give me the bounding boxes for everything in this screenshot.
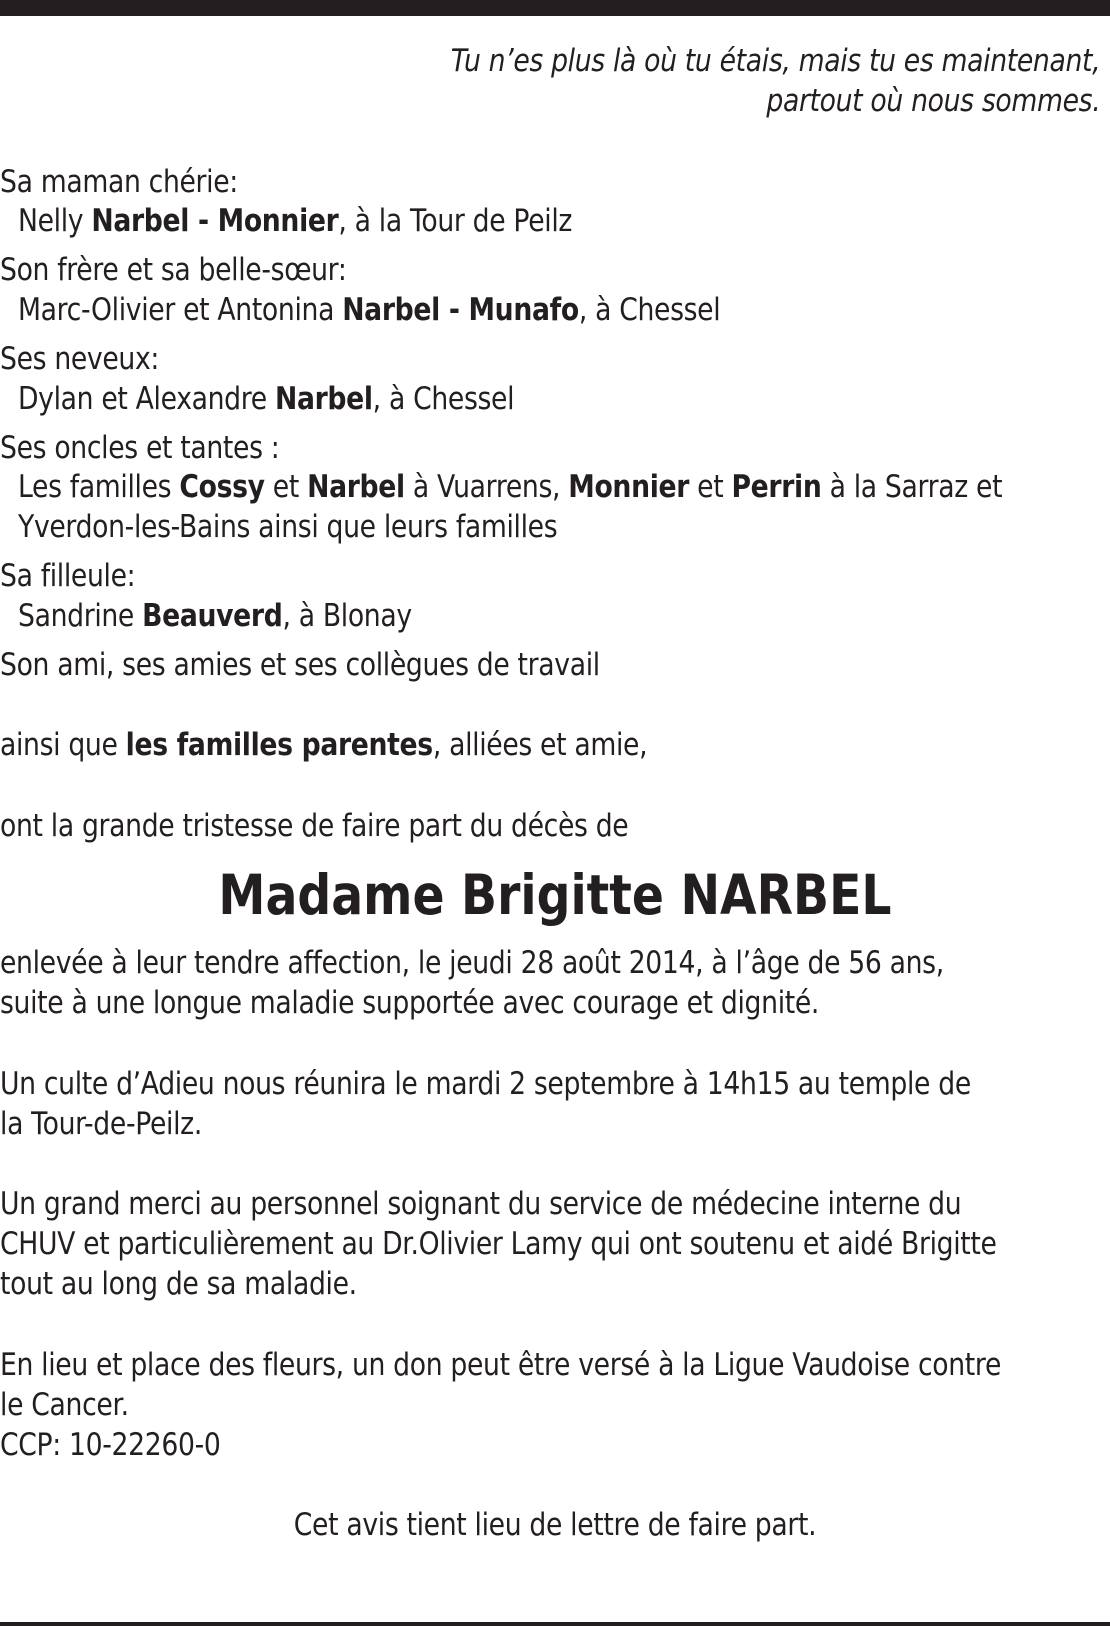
aunts-text-4: et (689, 469, 732, 505)
epigraph-line-2: partout où nous sommes. (766, 83, 1100, 119)
friends-line: Son ami, ses amies et ses collègues de travail (0, 647, 600, 683)
aunts-text-2: et (264, 469, 308, 505)
mother-name: Narbel - Monnier (91, 203, 339, 239)
nephews-name: Narbel (274, 381, 373, 417)
ceremony-line-2: la Tour-de-Peilz. (0, 1106, 202, 1142)
aunts-name-narbel: Narbel (307, 469, 405, 505)
ceremony-line-1: Un culte d’Adieu nous réunira le mardi 2 septembre à 14h15 au temple de (0, 1066, 971, 1102)
details-line-1: enlevée à leur tendre affection, le jeudi 28 août 2014, à l’âge de 56 ans, (0, 945, 944, 981)
goddaughter-name: Beauverd (142, 598, 283, 634)
relatives-suffix: , alliées et amie, (432, 727, 648, 763)
deceased-name: Madame Brigitte NARBEL (218, 863, 892, 927)
aunts-text-1: Les familles (18, 469, 180, 505)
mother-entry (18, 201, 572, 241)
mother-heading: Sa maman chérie: (0, 164, 238, 200)
goddaughter-prefix: Sandrine (18, 598, 143, 634)
donation-line-1: En lieu et place des fleurs, un don peut être versé à la Ligue Vaudoise contre (0, 1347, 1002, 1383)
thanks-line-2: CHUV et particulièrement au Dr.Olivier Lamy qui ont soutenu et aidé Brigitte (0, 1226, 997, 1262)
relatives-prefix: ainsi que (0, 727, 126, 763)
brother-heading: Son frère et sa belle-sœur: (0, 252, 347, 288)
goddaughter-suffix: , à Blonay (282, 598, 412, 634)
bottom-border (0, 1622, 1110, 1626)
relatives-bold: les familles parentes (125, 727, 433, 763)
donation-line-2: le Cancer. (0, 1387, 129, 1423)
aunts-name-monnier: Monnier (568, 469, 690, 505)
mother-prefix: Nelly (18, 203, 92, 239)
aunts-entry-line-2: Yverdon-les-Bains ainsi que leurs familles (18, 509, 558, 545)
nephews-prefix: Dylan et Alexandre (18, 381, 275, 417)
brother-name: Narbel - Munafo (342, 292, 579, 328)
brother-entry (18, 290, 720, 330)
details-line-2: suite à une longue maladie supportée avec courage et dignité. (0, 985, 820, 1021)
aunts-text-3: à Vuarrens, (404, 469, 569, 505)
brother-suffix: , à Chessel (578, 292, 721, 328)
thanks-line-3: tout au long de sa maladie. (0, 1266, 357, 1302)
aunts-name-perrin: Perrin (731, 469, 822, 505)
aunts-text-5: à la Sarraz et (821, 469, 1003, 505)
thanks-line-1: Un grand merci au personnel soignant du service de médecine interne du (0, 1186, 962, 1222)
aunts-name-cossy: Cossy (179, 469, 265, 505)
top-border (0, 0, 1110, 16)
mother-suffix: , à la Tour de Peilz (338, 203, 573, 239)
nephews-suffix: , à Chessel (372, 381, 515, 417)
aunts-entry (18, 467, 1002, 507)
goddaughter-heading: Sa filleule: (0, 558, 136, 594)
donation-ccp: CCP: 10-22260-0 (0, 1427, 221, 1463)
closing-line: Cet avis tient lieu de lettre de faire part. (293, 1507, 817, 1543)
relatives-line (0, 725, 647, 765)
goddaughter-entry (18, 596, 412, 636)
announcement-line: ont la grande tristesse de faire part du décès de (0, 808, 629, 844)
nephews-heading: Ses neveux: (0, 341, 160, 377)
aunts-heading: Ses oncles et tantes : (0, 430, 280, 466)
nephews-entry (18, 379, 514, 419)
epigraph-line-1: Tu n’es plus là où tu étais, mais tu es maintenant, (450, 43, 1100, 79)
brother-prefix: Marc-Olivier et Antonina (18, 292, 343, 328)
